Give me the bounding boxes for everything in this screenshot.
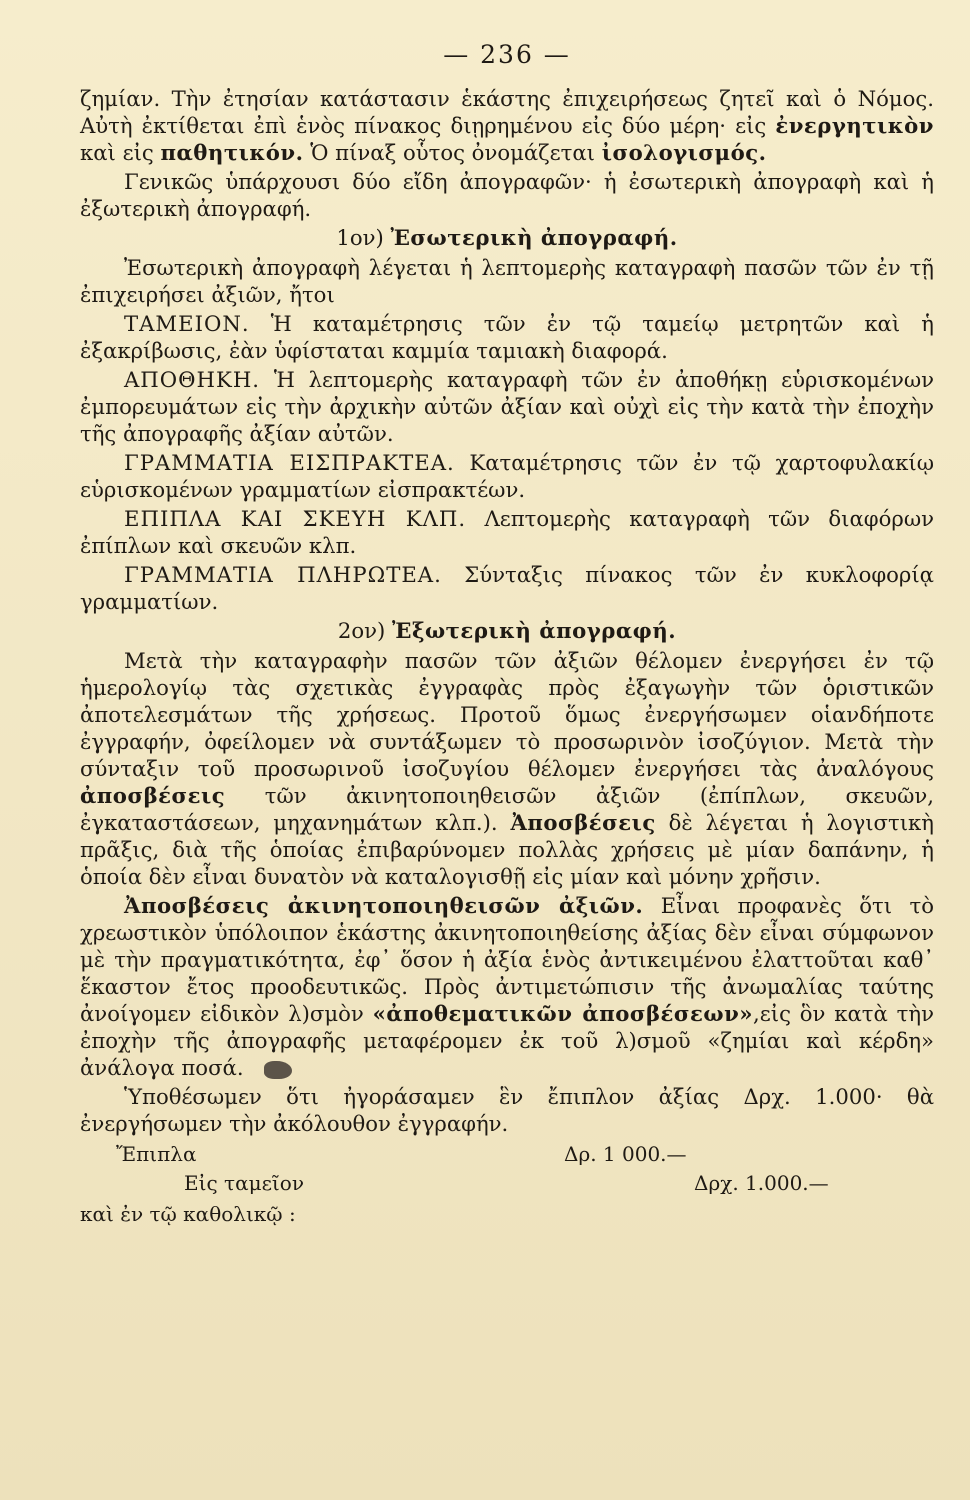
item-grammatia-plirotea [80, 561, 934, 615]
section2-paragraph-2 [80, 892, 934, 1081]
item-text: Ἡ λεπτομερὴς καταγραφὴ τῶν ἐν ἀποθήκῃ εὑρισκομένων ἐμπορευμάτων εἰς τὴν ἀρχικὴν αὐτῶν ἀξίαν καὶ οὐχὶ εἰς τὴν κατὰ τὴν ἐποχὴν τῆς ἀπογραφῆς ἀξίαν αὐτῶν. [80, 367, 934, 446]
term-depreciation-definition: Ἀποσβέσεις [510, 810, 656, 835]
credit-account: Εἰς ταμεῖον [184, 1171, 304, 1195]
p2-text-b: ,εἰς ὃν κατὰ τὴν ἐποχὴν τῆς ἀπογραφῆς μεταφέρομεν ἐκ τοῦ λ)σμοῦ «ζημίαι καὶ κέρδη» ἀνάλογα ποσά. [80, 1001, 934, 1080]
page-number: — 236 — [443, 40, 571, 69]
section1-heading [80, 224, 934, 252]
item-text: Λεπτομερὴς καταγραφὴ τῶν διαφόρων ἐπίπλων καὶ σκευῶν κλπ. [80, 506, 934, 558]
item-apothiki [80, 366, 934, 447]
section1-title: Ἐσωτερικὴ ἀπογραφή. [390, 225, 678, 250]
item-label: ΤΑΜΕΙΟΝ. [124, 311, 250, 336]
term-active: ἐνεργητικὸν [775, 113, 934, 138]
item-text: Σύνταξις πίνακος τῶν ἐν κυκλοφορίᾳ γραμματίων. [80, 562, 934, 614]
p2-text-a: Εἶναι προφανὲς ὅτι τὸ χρεωστικὸν ὑπόλοιπον ἑκάστης ἀκινητοποιηθείσης ἀξίας δὲν εἶναι σύμφωνον μὲ τὴν πραγματικότητα, ἐφ᾽ ὅσον ἡ ἀξία ἑνὸς ἀντικειμένου ἐλαττοῦται καθ᾽ ἕκαστον ἔτος προοδευτικῶς. Πρὸς ἀντιμετώπισιν τῆς ἀνωμαλίας ταύτης ἀνοίγομεν εἰδικὸν λ)σμὸν [80, 893, 934, 1026]
section2-title: Ἐξωτερικὴ ἀπογραφή. [392, 618, 677, 643]
item-label: ΓΡΑΜΜΑΤΙΑ ΠΛΗΡΩΤΕΑ. [124, 562, 442, 587]
debit-amount: Δρ. 1 000.— [564, 1142, 687, 1166]
item-label: ΑΠΟΘΗΚΗ. [124, 367, 261, 392]
debit-account: Ἔπιπλα [116, 1142, 197, 1166]
term-balance: ἰσολογισμός. [601, 140, 767, 165]
p1-text-c: δὲ λέγεται ἡ λογιστικὴ πρᾶξις, διὰ τῆς ὁποίας ἐπιβαρύνομεν πολλὰς χρήσεις μὲ μίαν δαπάνην, ἡ ὁποία δὲν εἶναι δυνατὸν νὰ καταλογισθῇ εἰς μίαν καὶ μόνην χρῆσιν. [80, 810, 934, 889]
item-grammatia-eispraktea [80, 449, 934, 503]
item-label: ΕΠΙΠΛΑ ΚΑΙ ΣΚΕΥΗ ΚΛΠ. [124, 506, 467, 531]
intro-text-c: Ὁ πίναξ οὗτος ὀνομάζεται [310, 140, 595, 165]
term-passive: παθητικόν. [160, 140, 304, 165]
p1-text-a: Μετὰ τὴν καταγραφὴν πασῶν τῶν ἀξιῶν θέλομεν ἐνεργήσει ἐν τῷ ἡμερολογίῳ τὰς σχετικὰς ἐγγραφὰς πρὸς ἐξαγωγὴν τῶν ὁριστικῶν ἀποτελεσμάτων τῆς χρήσεως. Προτοῦ ὅμως ἐνεργήσωμεν οἱανδήποτε ἐγγραφήν, ὀφείλομεν νὰ συντάξωμεν τὸ προσωρινὸν ἰσοζύγιον. Μετὰ τὴν σύνταξιν τοῦ προσωρινοῦ ἰσοζυγίου θέλομεν ἐνεργήσει τὰς ἀναλόγους [80, 648, 934, 781]
intro-paragraph [80, 85, 934, 166]
section2-number: 2ον) [337, 618, 386, 643]
term-reserve-account: «ἀποθεματικῶν ἀποσβέσεων» [372, 1001, 754, 1026]
item-tameion [80, 310, 934, 364]
item-epipla [80, 505, 934, 559]
p1-text-b: τῶν ἀκινητοποιηθεισῶν ἀξιῶν (ἐπίπλων, σκευῶν, ἐγκαταστάσεων, μηχανημάτων κλπ.). [80, 783, 934, 835]
item-text: Ἡ καταμέτρησις τῶν ἐν τῷ ταμείῳ μετρητῶν καὶ ἡ ἐξακρίβωσις, ἐὰν ὑφίσταται καμμία ταμιακὴ διαφορά. [80, 311, 934, 363]
types-sentence: Γενικῶς ὑπάρχουσι δύο εἴδη ἀπογραφῶν· ἡ ἐσωτερικὴ ἀπογραφὴ καὶ ἡ ἐξωτερικὴ ἀπογραφή. [80, 169, 934, 221]
term-depreciation: ἀποσβέσεις [80, 783, 226, 808]
item-text: Καταμέτρησις τῶν ἐν τῷ χαρτοφυλακίῳ εὑρισκομένων γραμματίων εἰσπρακτέων. [80, 450, 934, 502]
credit-amount: Δρχ. 1.000.— [694, 1171, 829, 1195]
intro-text-a: ζημίαν. Τὴν ἐτησίαν κατάστασιν ἑκάστης ἐπιχειρήσεως ζητεῖ καὶ ὁ Νόμος. Αὐτὴ ἐκτίθεται ἐπὶ ἑνὸς πίνακος διῃρημένου εἰς δύο μέρη· εἰς [80, 86, 934, 138]
section1-number: 1ον) [336, 225, 384, 250]
section2-heading [80, 617, 934, 645]
journal-credit-row [80, 1170, 934, 1197]
section1-definition: Ἐσωτερικὴ ἀπογραφὴ λέγεται ἡ λεπτομερὴς καταγραφὴ πασῶν τῶν ἐν τῇ ἐπιχειρήσει ἀξιῶν, ἤτοι [80, 255, 934, 307]
ledger-text: καὶ ἐν τῷ καθολικῷ : [80, 1202, 296, 1226]
ledger-line [80, 1201, 934, 1228]
section2-paragraph-1 [80, 647, 934, 890]
item-label: ΓΡΑΜΜΑΤΙΑ ΕΙΣΠΡΑΚΤΕΑ. [124, 450, 455, 475]
ink-blot-icon [264, 1061, 292, 1079]
section2-paragraph-3: Ὑποθέσωμεν ὅτι ἠγοράσαμεν ἓν ἔπιπλον ἀξίας Δρχ. 1.000· θὰ ἐνεργήσωμεν τὴν ἀκόλουθον ἐγγραφήν. [80, 1084, 934, 1136]
term-fixed-asset-depreciation: Ἀποσβέσεις ἀκινητοποιηθεισῶν ἀξιῶν. [124, 893, 644, 918]
intro-text-b: καὶ εἰς [80, 140, 154, 165]
journal-debit-row [80, 1141, 934, 1168]
